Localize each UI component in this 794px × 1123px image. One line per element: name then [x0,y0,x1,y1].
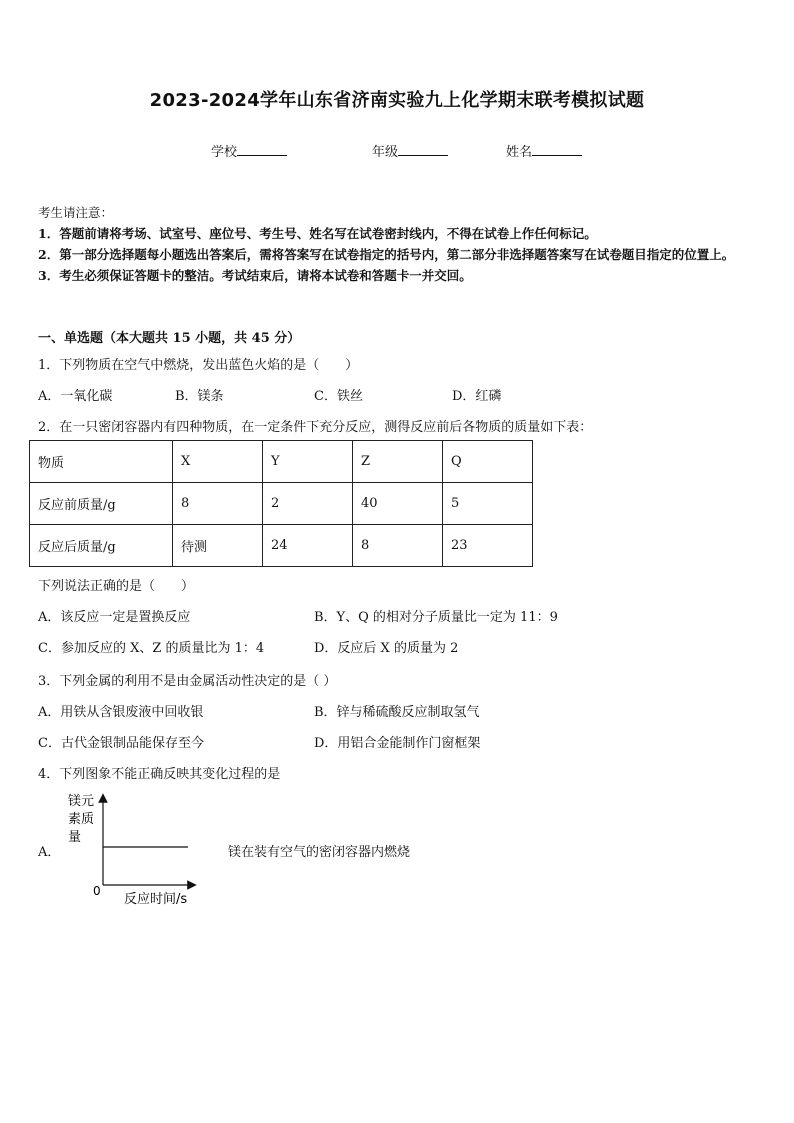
x-axis-label: 反应时间/s [124,892,188,907]
q1-stem: 1．下列物质在空气中燃烧，发出蓝色火焰的是（ ） [38,358,359,373]
notice-item-3: 3．考生必须保证答题卡的整洁。考试结束后，请将本试卷和答题卡一并交回。 [38,268,472,283]
q3-option-c[interactable]: C．古代金银制品能保存至今 [38,736,204,751]
table-cell: 反应前质量/g [30,483,173,525]
table-row [30,525,533,567]
q1-option-d[interactable]: D．红磷 [452,389,502,404]
q2-mass-table [29,440,533,567]
q3-option-a[interactable]: A．用铁从含银废液中回收银 [38,705,204,720]
name-label: 姓名 [506,145,533,160]
table-cell: 8 [173,483,263,525]
q3-option-d[interactable]: D．用铝合金能制作门窗框架 [314,736,481,751]
origin-label: 0 [93,884,101,898]
q2-option-d[interactable]: D．反应后 X 的质量为 2 [314,641,459,656]
table-cell: 23 [443,525,533,567]
grade-blank[interactable] [398,143,448,156]
q4-option-a-caption: 镁在装有空气的密闭容器内燃烧 [228,845,411,860]
table-cell: 24 [263,525,353,567]
grade-label: 年级 [372,145,399,160]
notice-heading: 考生请注意： [38,205,114,220]
q2-option-a[interactable]: A．该反应一定是置换反应 [38,610,191,625]
table-row [30,483,533,525]
q2-option-b[interactable]: B．Y、Q 的相对分子质量比一定为 11：9 [314,610,558,625]
y-axis-label-line-2: 素质 [68,812,95,827]
q2-followup: 下列说法正确的是（ ） [38,579,195,594]
q1-option-b[interactable]: B．镁条 [175,389,224,404]
notice-item-2: 2．第一部分选择题每小题选出答案后，需将答案写在试卷指定的括号内，第二部分非选择题答案写在试卷题目指定的位置上。 [38,247,735,262]
q1-option-a[interactable]: A．一氧化碳 [38,389,113,404]
name-field[interactable] [506,141,582,160]
school-label: 学校 [211,145,238,160]
y-axis-label-line-1: 镁元 [68,794,95,809]
q3-stem: 3．下列金属的利用不是由金属活动性决定的是（ ） [38,674,337,689]
q4-stem: 4．下列图象不能正确反映其变化过程的是 [38,767,281,782]
table-cell: 8 [353,525,443,567]
table-cell: 40 [353,483,443,525]
table-cell: 物质 [30,441,173,483]
school-blank[interactable] [237,143,287,156]
notice-item-1: 1．答题前请将考场、试室号、座位号、考生号、姓名写在试卷密封线内，不得在试卷上作任何标记。 [38,226,597,241]
table-cell: Q [443,441,533,483]
table-cell: Y [263,441,353,483]
page-title: 2023-2024学年山东省济南实验九上化学期末联考模拟试题 [149,90,645,111]
school-field[interactable] [211,141,287,160]
table-row [30,441,533,483]
grade-field[interactable] [372,141,448,160]
table-cell: 待测 [173,525,263,567]
q4-option-a-label[interactable]: A． [38,845,61,860]
table-cell: X [173,441,263,483]
table-cell: 反应后质量/g [30,525,173,567]
q2-option-c[interactable]: C．参加反应的 X、Z 的质量比为 1：4 [38,641,265,656]
q2-stem: 2．在一只密闭容器内有四种物质，在一定条件下充分反应，测得反应前后各物质的质量如下表： [38,420,593,435]
table-cell: Z [353,441,443,483]
exam-notice [38,202,760,286]
y-axis-label-line-3: 量 [68,830,82,845]
section-heading: 一、单选题（本大题共 15 小题，共 45 分） [38,331,301,346]
table-cell: 2 [263,483,353,525]
q3-option-b[interactable]: B．锌与稀硫酸反应制取氢气 [314,705,480,720]
table-cell: 5 [443,483,533,525]
name-blank[interactable] [532,143,582,156]
q1-option-c[interactable]: C．铁丝 [314,389,363,404]
